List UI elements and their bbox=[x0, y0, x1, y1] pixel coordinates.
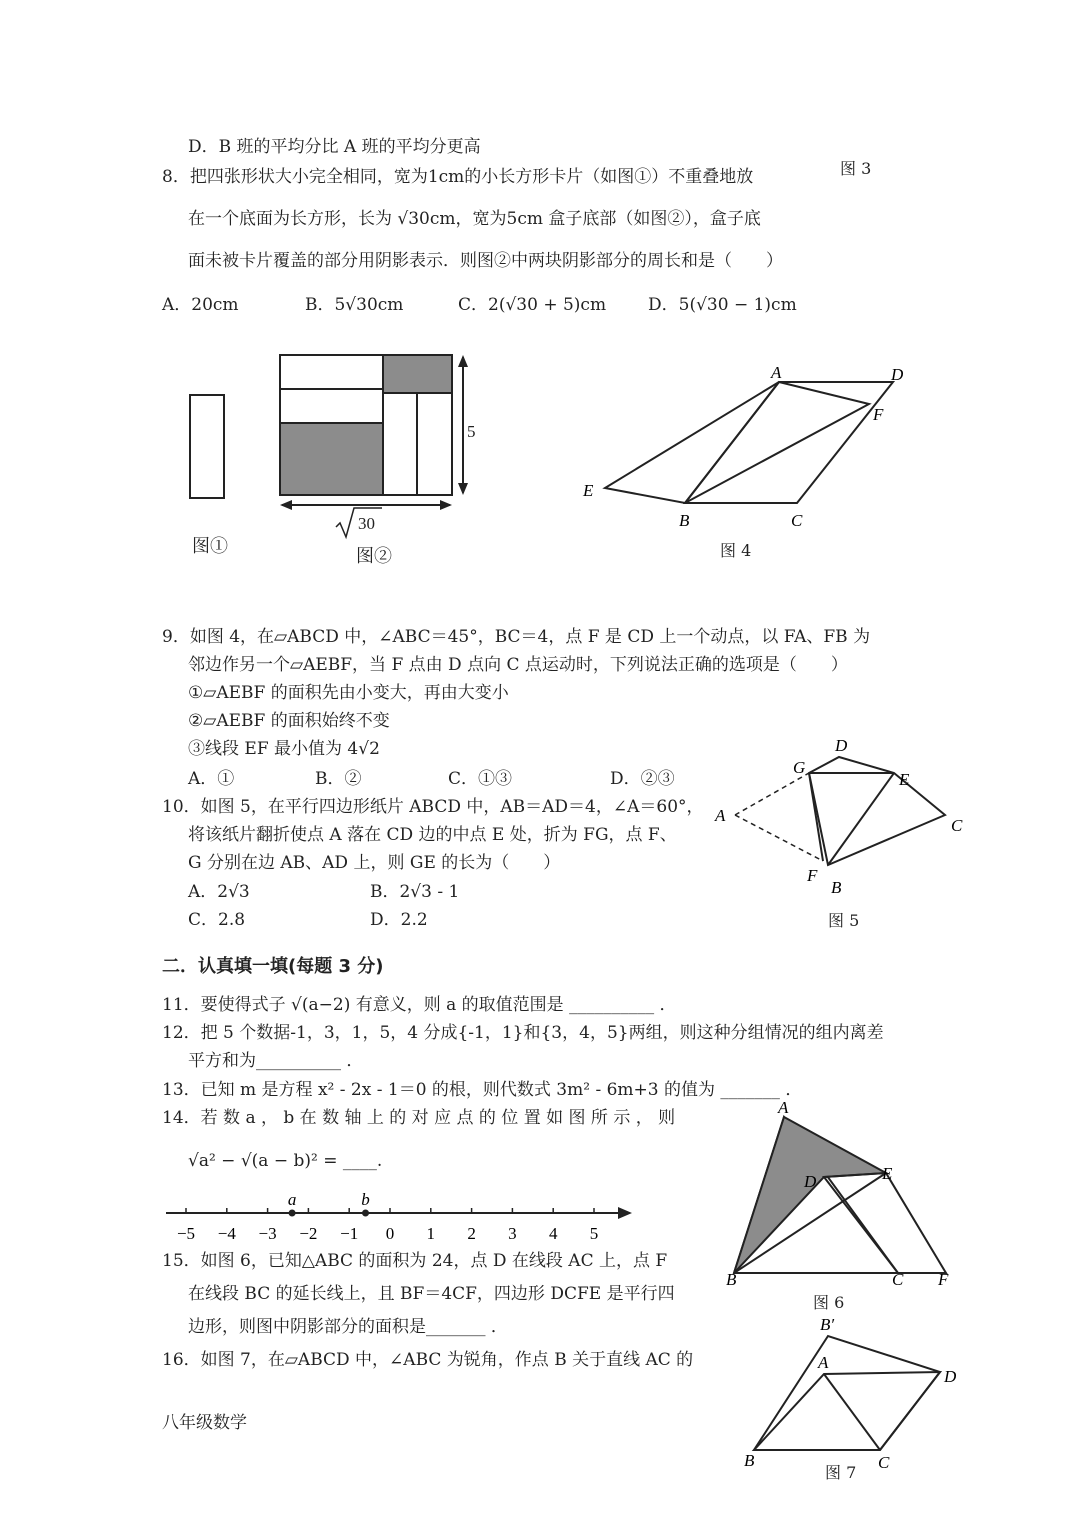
label-f: F bbox=[807, 866, 818, 885]
label-a: A bbox=[715, 806, 726, 825]
q14-line1: 14．若 数 a ， b 在 数 轴 上 的 对 应 点 的 位 置 如 图 所 示 ， 则 bbox=[162, 1108, 676, 1128]
number-line bbox=[160, 1185, 640, 1245]
point-b-label: b bbox=[361, 1190, 370, 1209]
figure-5 bbox=[705, 735, 975, 900]
q13: 13．已知 m 是方程 x² - 2x - 1＝0 的根，则代数式 3m² - 6m+3 的值为 _______ ． bbox=[162, 1080, 803, 1100]
q10-line2: 将该纸片翻折使点 A 落在 CD 边的中点 E 处，折为 FG，点 F、 bbox=[188, 825, 677, 845]
q9-option-d: D．②③ bbox=[610, 769, 675, 789]
q16-line1: 16．如图 7，在▱ABCD 中，∠ABC 为锐角，作点 B 关于直线 AC 的 bbox=[162, 1350, 694, 1370]
q7-option-d: D．B 班的平均分比 A 班的平均分更高 bbox=[188, 137, 481, 157]
label-a: A bbox=[818, 1353, 829, 1372]
label-d: D bbox=[944, 1367, 957, 1386]
q9-statement-1: ①▱AEBF 的面积先由小变大，再由大变小 bbox=[188, 683, 509, 703]
figure-2 bbox=[270, 345, 485, 545]
arrow-head-right bbox=[440, 500, 452, 510]
point-a bbox=[289, 1210, 296, 1217]
tick-label: 5 bbox=[589, 1224, 599, 1243]
q15-line1: 15．如图 6，已知△ABC 的面积为 24，点 D 在线段 AC 上，点 F bbox=[162, 1251, 668, 1271]
fig6-caption: 图 6 bbox=[813, 1293, 845, 1312]
point-a-label: a bbox=[287, 1190, 297, 1209]
q8-option-d: D．5(√30 − 1)cm bbox=[648, 295, 797, 315]
label-a: A bbox=[771, 363, 782, 382]
footer-subject: 八年级数学 bbox=[162, 1413, 247, 1433]
card-3 bbox=[383, 393, 417, 495]
parallelogram-abcd bbox=[685, 382, 893, 503]
q9-statement-2: ②▱AEBF 的面积始终不变 bbox=[188, 711, 390, 731]
parallelogram-aebf bbox=[605, 382, 869, 503]
q8-option-a: A．20cm bbox=[162, 295, 239, 315]
figure-7 bbox=[740, 1310, 970, 1485]
q15-line2: 在线段 BC 的延长线上，且 BF＝4CF，四边形 DCFE 是平行四 bbox=[188, 1284, 675, 1304]
fig7-caption: 图 7 bbox=[825, 1463, 857, 1482]
tick-label: −4 bbox=[217, 1224, 236, 1243]
q9-option-b: B．② bbox=[315, 769, 362, 789]
label-b: B bbox=[744, 1451, 755, 1470]
section-2-heading: 二．认真填一填(每题 3 分) bbox=[162, 956, 384, 977]
fig5-caption: 图 5 bbox=[828, 911, 860, 930]
label-d: D bbox=[835, 736, 848, 755]
q11: 11．要使得式子 √(a−2) 有意义，则 a 的取值范围是 __________ ． bbox=[162, 995, 677, 1015]
q9-line2: 邻边作另一个▱AEBF，当 F 点由 D 点向 C 点运动时，下列说法正确的选项是（ ） bbox=[188, 655, 848, 675]
small-card bbox=[190, 395, 224, 498]
q8-line2: 在一个底面为长方形，长为 √30cm，宽为5cm 盒子底部（如图②），盒子底 bbox=[188, 209, 761, 229]
label-e: E bbox=[899, 770, 910, 789]
segment-ab bbox=[685, 382, 779, 503]
tick-label: 1 bbox=[426, 1224, 436, 1243]
label-d: D bbox=[804, 1172, 817, 1191]
shaded-region bbox=[734, 1117, 886, 1273]
q10-line3: G 分别在边 AB、AD 上，则 GE 的长为（ ） bbox=[188, 853, 561, 873]
tick-label: −5 bbox=[176, 1224, 196, 1243]
label-e: E bbox=[583, 481, 594, 500]
tick-label: 0 bbox=[385, 1224, 395, 1243]
q9-statement-3: ③线段 EF 最小值为 4√2 bbox=[188, 739, 380, 759]
fig3-caption: 图 3 bbox=[840, 159, 872, 178]
q10-option-b: B．2√3 - 1 bbox=[370, 882, 460, 902]
q8-option-c: C．2(√30 + 5)cm bbox=[458, 295, 607, 315]
q10-option-a: A．2√3 bbox=[188, 882, 250, 902]
q10-line1: 10．如图 5，在平行四边形纸片 ABCD 中，AB＝AD＝4，∠A＝60°， bbox=[162, 797, 704, 817]
label-c: C bbox=[791, 511, 803, 530]
figure-1 bbox=[180, 385, 240, 510]
tick-label: 2 bbox=[467, 1224, 476, 1243]
number-line-arrow bbox=[618, 1207, 632, 1219]
q10-option-d: D．2.2 bbox=[370, 910, 428, 930]
parallelogram-abcd bbox=[754, 1372, 940, 1450]
parallelogram-dcfe bbox=[824, 1173, 946, 1273]
fig2-caption: 图② bbox=[356, 546, 392, 567]
arrow-head-up bbox=[458, 355, 468, 367]
q8-line1: 8．把四张形状大小完全相同，宽为1cm的小长方形卡片（如图①）不重叠地放 bbox=[162, 167, 754, 187]
label-b: B bbox=[726, 1270, 737, 1289]
tick-label: −3 bbox=[258, 1224, 277, 1243]
tick-label: 3 bbox=[508, 1224, 517, 1243]
card-1 bbox=[280, 355, 383, 389]
label-d: D bbox=[891, 365, 904, 384]
label-b: B bbox=[679, 511, 690, 530]
card-4 bbox=[417, 393, 452, 495]
label-c: C bbox=[892, 1270, 904, 1289]
point-b bbox=[362, 1210, 369, 1217]
diagonal-ac bbox=[824, 1374, 880, 1450]
q12-line1: 12．把 5 个数据-1，3，1，5，4 分成{-1，1}和{3，4，5}两组，则这种分组情况的组内离差 bbox=[162, 1023, 884, 1043]
shaded-region-top bbox=[383, 355, 452, 393]
label-e: E bbox=[882, 1164, 893, 1183]
label-f: F bbox=[873, 405, 884, 424]
tick-label: −2 bbox=[299, 1224, 318, 1243]
label-b-prime: B′ bbox=[820, 1315, 835, 1334]
segment-gf bbox=[809, 773, 823, 861]
q10-option-c: C．2.8 bbox=[188, 910, 246, 930]
dashed-ag bbox=[735, 773, 809, 815]
arrow-head-left bbox=[280, 500, 292, 510]
side-label: 5 bbox=[467, 422, 476, 441]
tick-label: −1 bbox=[340, 1224, 359, 1243]
q8-line3: 面未被卡片覆盖的部分用阴影表示．则图②中两块阴影部分的周长和是（ ） bbox=[188, 251, 783, 271]
dashed-af bbox=[735, 815, 823, 861]
q15-line3: 边形，则图中阴影部分的面积是_______ ． bbox=[188, 1317, 508, 1337]
fig1-caption: 图① bbox=[192, 536, 228, 557]
q9-option-c: C．①③ bbox=[448, 769, 513, 789]
figure-6 bbox=[720, 1098, 965, 1290]
label-c: C bbox=[951, 816, 963, 835]
label-c: C bbox=[878, 1453, 890, 1472]
q8-option-b: B．5√30cm bbox=[305, 295, 404, 315]
bottom-label: 30 bbox=[358, 514, 375, 533]
label-g: G bbox=[793, 758, 806, 777]
shaded-region-bottom bbox=[280, 423, 383, 495]
arrow-head-down bbox=[458, 483, 468, 495]
q12-line2: 平方和为__________ ． bbox=[188, 1051, 364, 1071]
tick-label: 4 bbox=[548, 1224, 558, 1243]
label-f: F bbox=[938, 1270, 949, 1289]
fig4-caption: 图 4 bbox=[720, 541, 752, 560]
quadrilateral-b-prime bbox=[754, 1336, 940, 1450]
figure-4 bbox=[575, 360, 915, 535]
label-b: B bbox=[831, 878, 842, 897]
label-a: A bbox=[778, 1098, 789, 1117]
q9-option-a: A．① bbox=[188, 769, 235, 789]
q14-expression: √a² − √(a − b)² = ____. bbox=[188, 1151, 383, 1171]
q9-line1: 9．如图 4，在▱ABCD 中，∠ABC＝45°，BC＝4，点 F 是 CD 上一个动点，以 FA、FB 为 bbox=[162, 627, 871, 647]
card-2 bbox=[280, 389, 383, 423]
